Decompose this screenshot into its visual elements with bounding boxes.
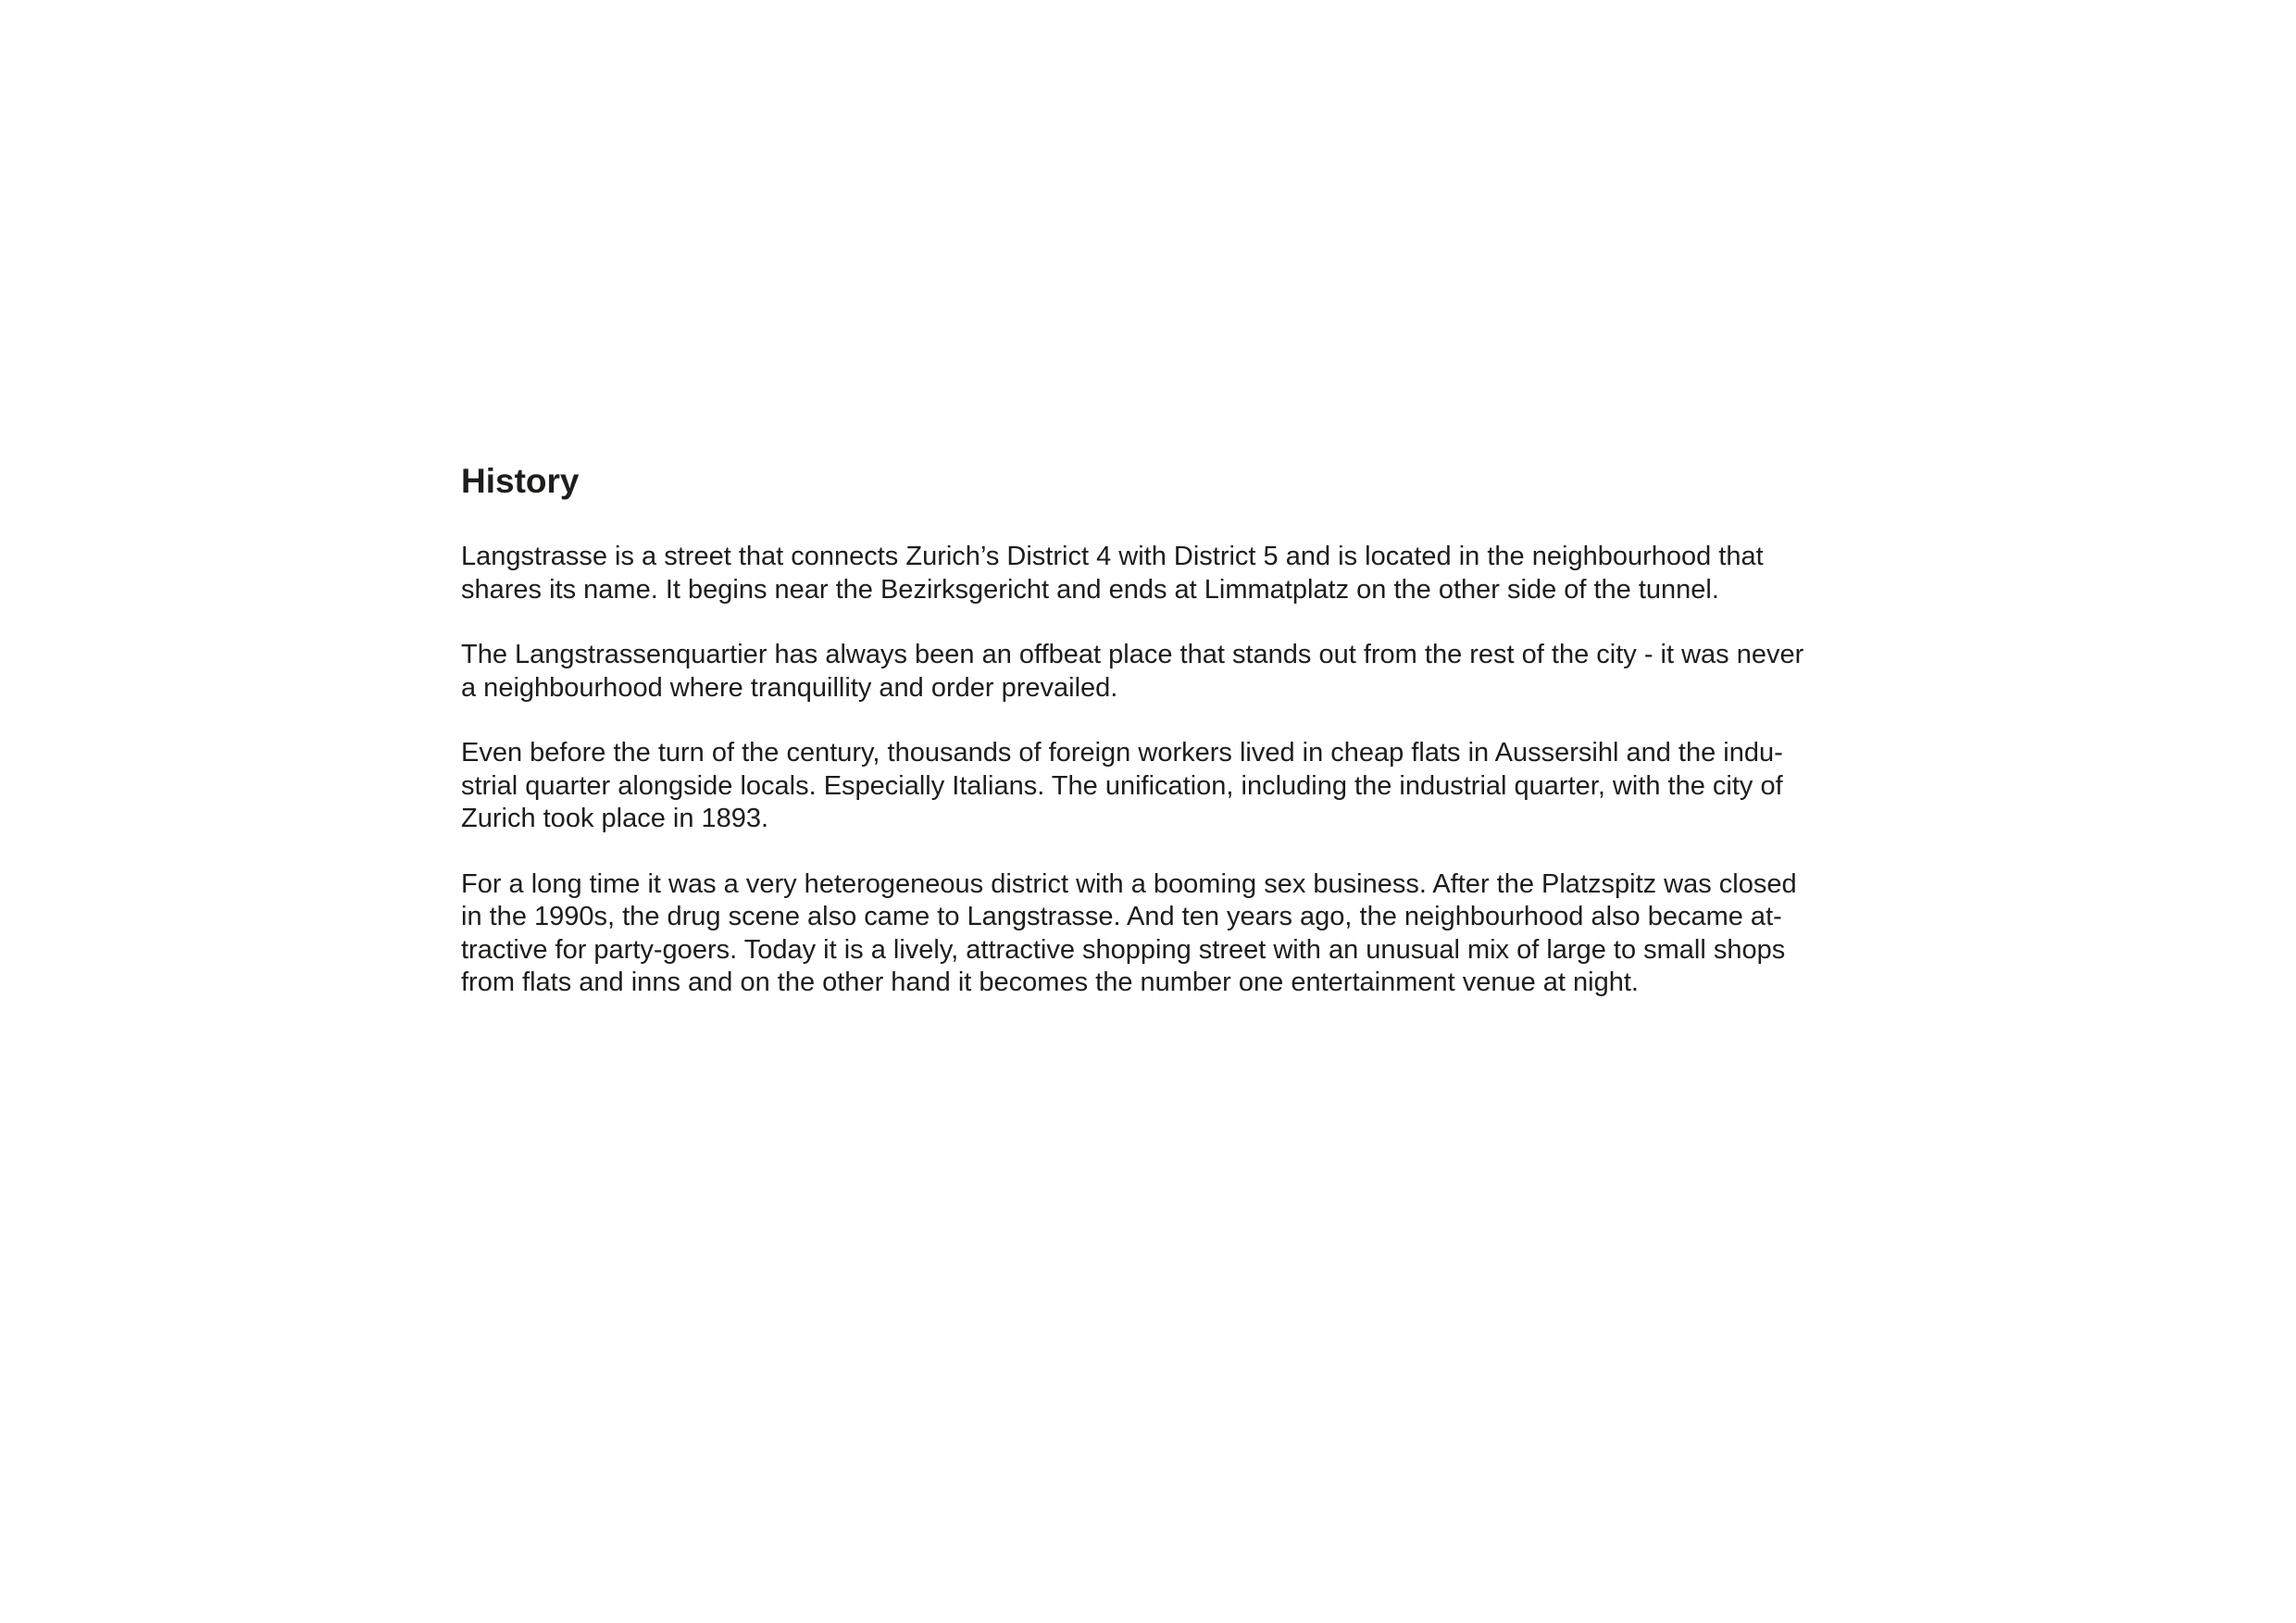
history-section [461,454,1868,1032]
paragraph-line: a neighbourhood where tranquillity and order prevailed. [461,672,1118,703]
paragraph-1 [461,541,1868,606]
paragraph-3 [461,737,1868,836]
paragraph-line: The Langstrassenquartier has always been an offbeat place that stands out from the rest of the city - it was never [461,640,1804,669]
paragraph-line: from flats and inns and on the other hand it becomes the number one entertainment venue at night. [461,968,1639,997]
paragraph-line: Even before the turn of the century, thousands of foreign workers lived in cheap flats in Aussersihl and the indu- [461,738,1783,768]
paragraph-line: tractive for party-goers. Today it is a lively, attractive shopping street with an unusual mix of large to small shops [461,934,1786,965]
paragraph-line: strial quarter alongside locals. Especially Italians. The unification, including the industrial quarter, with the city of [461,770,1783,801]
paragraph-line: in the 1990s, the drug scene also came to Langstrasse. And ten years ago, the neighbourhood also became at- [461,902,1782,931]
paragraph-line: Zurich took place in 1893. [461,804,769,833]
paragraph-4 [461,868,1868,1000]
section-heading: History [461,462,580,500]
paragraph-line: For a long time it was a very heterogeneous district with a booming sex business. After the Platzspitz was closed [461,868,1797,899]
paragraph-line: Langstrasse is a street that connects Zurich’s District 4 with District 5 and is located in the neighbourhood that [461,542,1764,571]
paragraph-line: shares its name. It begins near the Bezirksgericht and ends at Limmatplatz on the other side of the tunnel. [461,574,1719,605]
paragraph-2 [461,639,1868,705]
